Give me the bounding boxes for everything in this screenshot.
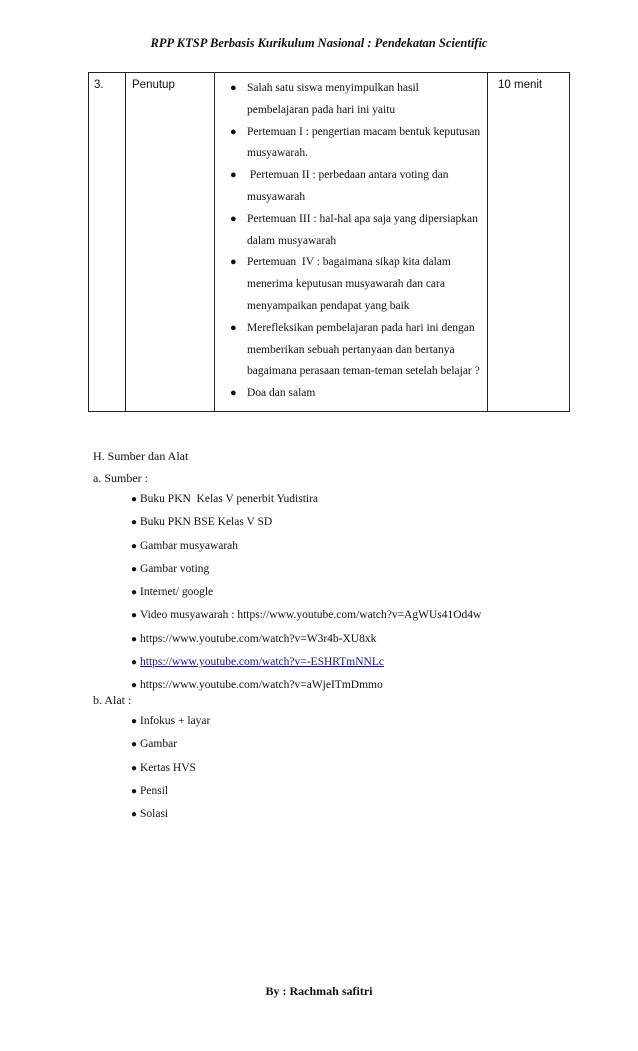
list-item bbox=[131, 628, 481, 651]
source-text: Buku PKN BSE Kelas V SD bbox=[140, 516, 273, 529]
bullet-icon: ● bbox=[230, 321, 237, 334]
source-text: Video musyawarah : https://www.youtube.com/watch?v=AgWUs41Od4w bbox=[140, 609, 482, 622]
list-item bbox=[215, 122, 487, 166]
tool-text: Kertas HVS bbox=[140, 761, 196, 774]
row-time: 10 menit bbox=[488, 73, 570, 412]
source-text: Gambar voting bbox=[140, 562, 210, 575]
source-text: https://www.youtube.com/watch?v=W3r4b-XU8xk bbox=[140, 632, 377, 645]
tool-text: Infokus + layar bbox=[140, 715, 211, 727]
tool-text: Gambar bbox=[140, 738, 178, 751]
activity-text: Salah satu siswa menyimpulkan hasil pembelajaran pada hari ini yaitu bbox=[247, 82, 419, 116]
activity-text: Pertemuan IV : bagaimana sikap kita dalam menerima keputusan musyawarah dan cara menyampaikan pendapat yang baik bbox=[247, 256, 454, 312]
bullet-icon: ● bbox=[230, 82, 237, 94]
sumber-label: a. Sumber : bbox=[93, 471, 148, 485]
list-item bbox=[215, 318, 487, 383]
bullet-icon: ● bbox=[230, 212, 237, 225]
list-item bbox=[215, 209, 487, 253]
bullet-icon: ● bbox=[131, 587, 138, 599]
list-item bbox=[131, 710, 210, 733]
bullet-icon: ● bbox=[131, 563, 138, 575]
list-item bbox=[215, 252, 487, 317]
list-item bbox=[131, 803, 210, 826]
list-item bbox=[215, 383, 487, 405]
activity-text: Merefleksikan pembelajaran pada hari ini dengan memberikan sebuah pertanyaan dan bertanya bagaimana perasaan teman-teman setelah belajar ? bbox=[247, 321, 480, 378]
tool-text: Solasi bbox=[140, 808, 169, 821]
list-item bbox=[131, 674, 481, 697]
list-item bbox=[131, 511, 481, 534]
page-header: RPP KTSP Berbasis Kurikulum Nasional : Pendekatan Scientific bbox=[150, 36, 488, 50]
activity-text: Pertemuan II : perbedaan antara voting dan musyawarah bbox=[247, 169, 452, 203]
activity-text: Pertemuan I : pengertian macam bentuk keputusan musyawarah. bbox=[247, 125, 481, 160]
row-number: 3. bbox=[89, 73, 126, 412]
list-item bbox=[215, 78, 487, 122]
list-item bbox=[131, 558, 481, 581]
bullet-icon: ● bbox=[131, 540, 138, 552]
bullet-icon: ● bbox=[131, 494, 138, 505]
list-item bbox=[131, 651, 481, 674]
row-phase: Penutup bbox=[126, 73, 215, 412]
tool-text: Pensil bbox=[140, 784, 169, 797]
bullet-icon: ● bbox=[131, 739, 138, 751]
bullet-icon: ● bbox=[131, 680, 138, 692]
row-activities bbox=[215, 73, 488, 412]
source-text: Gambar musyawarah bbox=[140, 539, 239, 552]
alat-list bbox=[131, 710, 210, 826]
list-item bbox=[131, 535, 481, 558]
bullet-icon: ● bbox=[230, 169, 237, 182]
activity-table bbox=[88, 72, 570, 412]
bullet-icon: ● bbox=[131, 809, 138, 821]
bullet-icon: ● bbox=[230, 387, 237, 400]
source-text: https://www.youtube.com/watch?v=aWjeITmDmmo bbox=[140, 679, 383, 692]
bullet-icon: ● bbox=[131, 517, 138, 529]
list-item bbox=[131, 581, 481, 604]
alat-label: b. Alat : bbox=[93, 693, 132, 707]
source-link[interactable]: https://www.youtube.com/watch?v=-ESHRTmNNLc bbox=[140, 656, 384, 669]
list-item bbox=[131, 733, 210, 756]
source-text: Internet/ google bbox=[140, 586, 214, 599]
bullet-icon: ● bbox=[131, 785, 138, 797]
activity-text: Pertemuan III : hal-hal apa saja yang dipersiapkan dalam musyawarah bbox=[247, 212, 478, 247]
list-item bbox=[131, 757, 210, 780]
activity-text: Doa dan salam bbox=[247, 387, 316, 400]
bullet-icon: ● bbox=[131, 610, 138, 622]
section-heading: H. Sumber dan Alat bbox=[93, 449, 189, 463]
page-footer: By : Rachmah safitri bbox=[265, 984, 373, 998]
bullet-icon: ● bbox=[131, 657, 138, 669]
list-item bbox=[131, 488, 481, 511]
bullet-icon: ● bbox=[131, 716, 138, 727]
table-row bbox=[89, 73, 570, 412]
list-item bbox=[131, 604, 481, 627]
sumber-list bbox=[131, 488, 481, 698]
source-text: Buku PKN Kelas V penerbit Yudistira bbox=[140, 493, 319, 505]
list-item bbox=[215, 165, 487, 209]
bullet-icon: ● bbox=[230, 256, 237, 269]
list-item bbox=[131, 780, 210, 803]
bullet-icon: ● bbox=[131, 633, 138, 645]
bullet-icon: ● bbox=[131, 762, 138, 774]
bullet-icon: ● bbox=[230, 125, 237, 138]
activity-list bbox=[215, 78, 487, 405]
